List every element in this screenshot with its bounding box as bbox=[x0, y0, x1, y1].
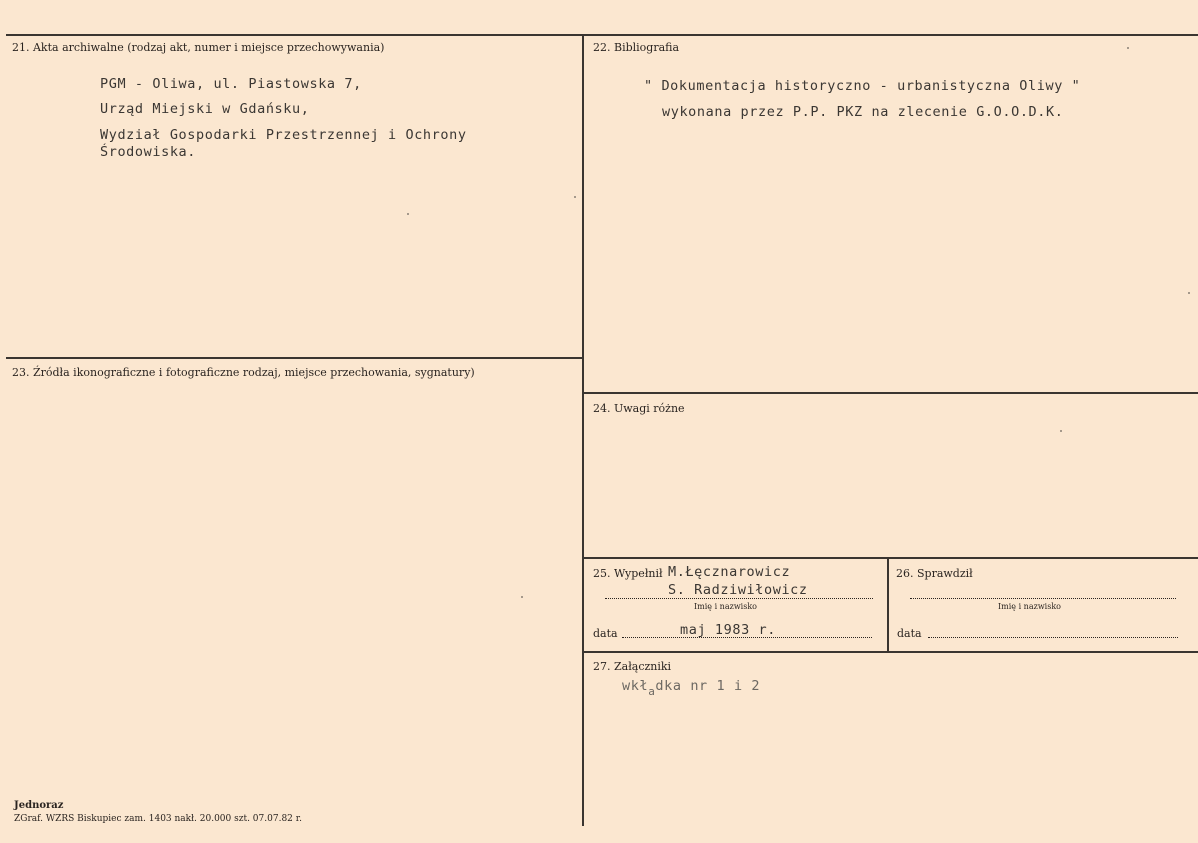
section-25-name-line bbox=[605, 598, 873, 599]
section-27-value-part-b: dka nr 1 i 2 bbox=[655, 678, 761, 694]
right-divider-h1 bbox=[583, 392, 1198, 394]
section-25-date-label: data bbox=[593, 627, 618, 640]
paper-speck bbox=[407, 213, 409, 215]
footer-line-1: Jednoraz bbox=[14, 800, 64, 811]
section-27-value-sub: a bbox=[648, 685, 656, 698]
section-26-date-line bbox=[928, 637, 1178, 638]
paper-speck bbox=[1188, 292, 1190, 294]
section-25-name-1: M.Łęcznarowicz bbox=[668, 564, 791, 580]
section-25-caption: Imię i nazwisko bbox=[694, 602, 757, 611]
section-26-date-label: data bbox=[897, 627, 922, 640]
section-26-name-line bbox=[910, 598, 1176, 599]
section-21-line-1: PGM - Oliwa, ul. Piastowska 7, bbox=[100, 76, 362, 92]
section-22-line-2: wykonana przez P.P. PKZ na zlecenie G.O.O.D.K. bbox=[662, 104, 1064, 120]
section-27-label: 27. Załączniki bbox=[593, 660, 672, 673]
section-21-line-2: Urząd Miejski w Gdańsku, bbox=[100, 101, 310, 117]
right-divider-h3 bbox=[583, 651, 1198, 653]
paper-speck bbox=[1060, 430, 1062, 432]
paper-speck bbox=[574, 196, 576, 198]
section-21-label: 21. Akta archiwalne (rodzaj akt, numer i miejsce przechowywania) bbox=[12, 41, 385, 54]
section-25-date-value: maj 1983 r. bbox=[680, 622, 777, 638]
section-25-name-2: S. Radziwiłowicz bbox=[668, 582, 808, 598]
left-divider-h bbox=[6, 357, 583, 359]
top-border bbox=[6, 34, 1198, 36]
section-21-line-3: Wydział Gospodarki Przestrzennej i Ochrony bbox=[100, 127, 467, 143]
section-27-value-part-a: wkł bbox=[622, 678, 649, 694]
section-24-label: 24. Uwagi różne bbox=[593, 402, 685, 415]
footer-line-2: ZGraf. WZRS Biskupiec zam. 1403 nakł. 20.000 szt. 07.07.82 r. bbox=[14, 814, 302, 824]
vertical-divider bbox=[582, 34, 584, 826]
right-divider-h2 bbox=[583, 557, 1198, 559]
paper-speck bbox=[521, 596, 523, 598]
section-25-label: 25. Wypełnił bbox=[593, 567, 663, 580]
paper-speck bbox=[1127, 47, 1129, 49]
section-27-value bbox=[622, 678, 761, 698]
section-23-label: 23. Źródła ikonograficzne i fotograficzne rodzaj, miejsce przechowania, sygnatury) bbox=[12, 366, 475, 379]
section-26-label: 26. Sprawdził bbox=[896, 567, 973, 580]
section-22-label: 22. Bibliografia bbox=[593, 41, 680, 54]
section-22-line-1: " Dokumentacja historyczno - urbanistyczna Oliwy " bbox=[644, 78, 1081, 94]
sign-box-divider bbox=[887, 557, 889, 652]
section-26-caption: Imię i nazwisko bbox=[998, 602, 1061, 611]
section-21-line-4: Środowiska. bbox=[100, 144, 197, 160]
